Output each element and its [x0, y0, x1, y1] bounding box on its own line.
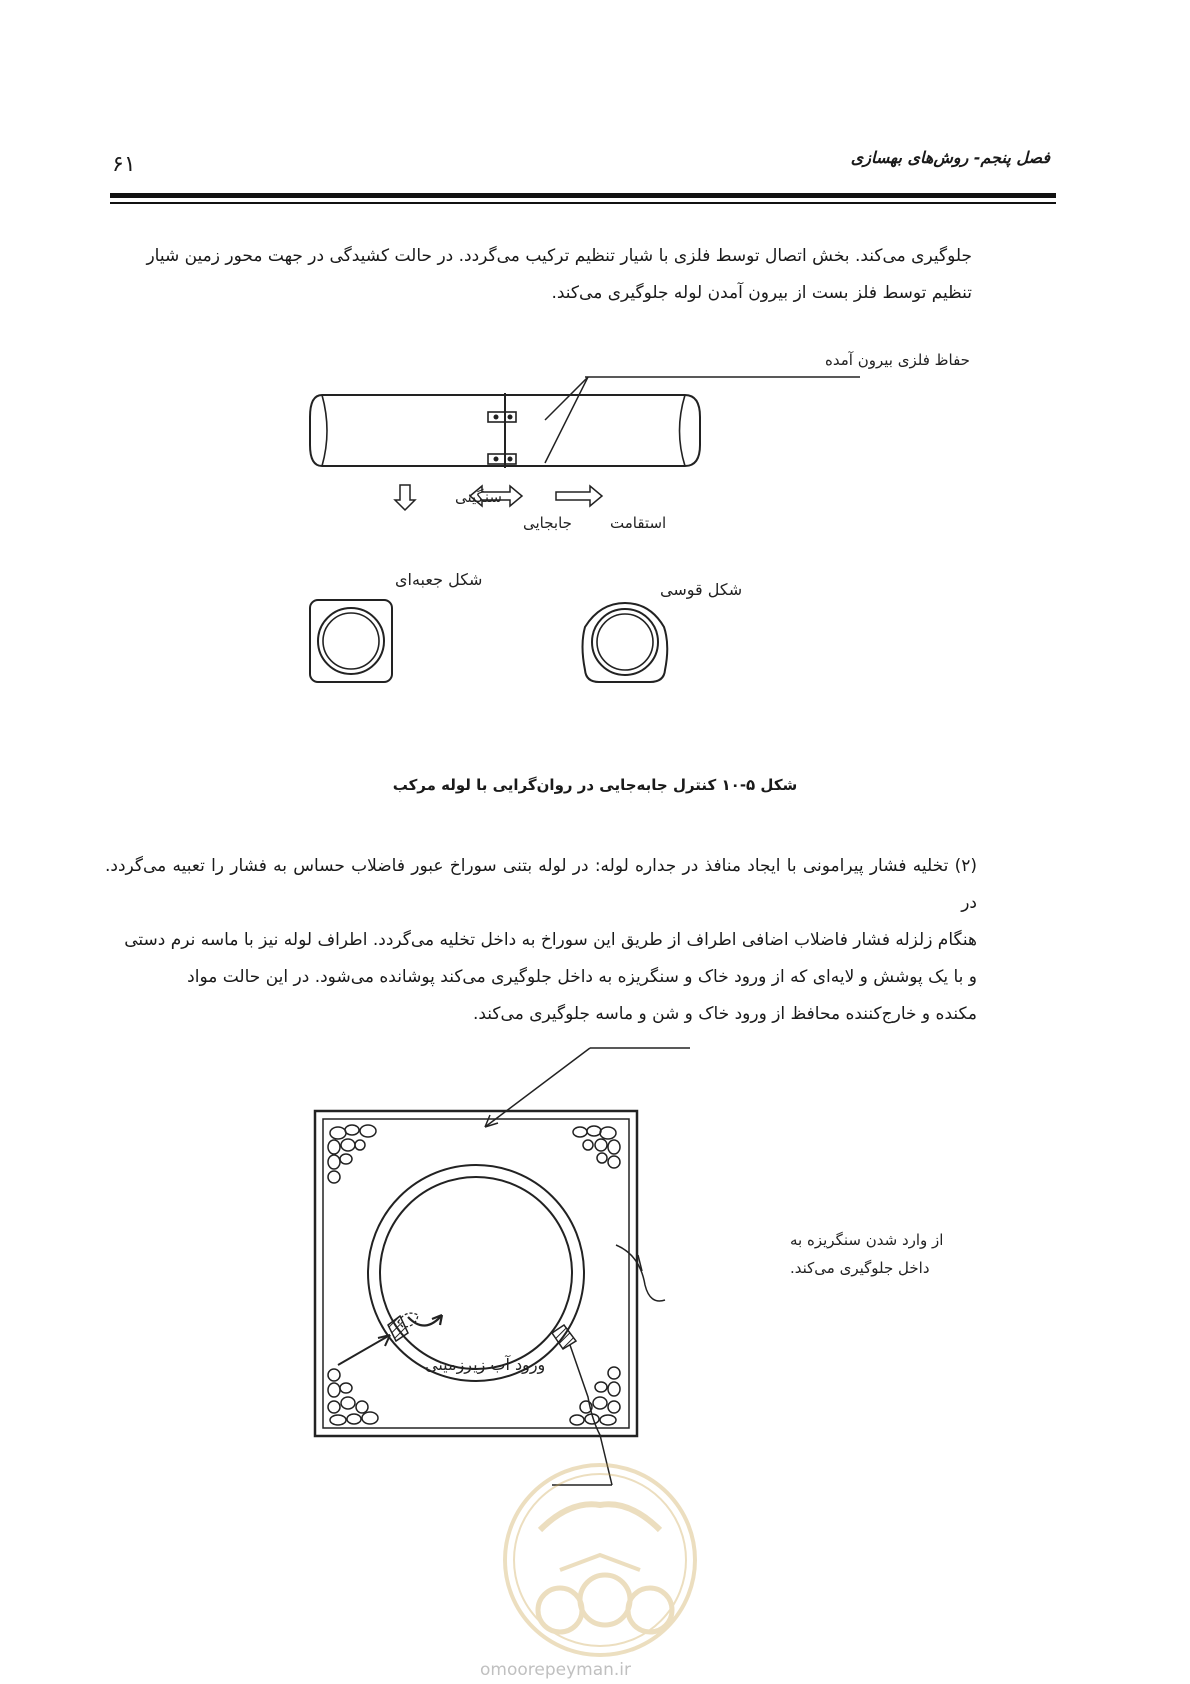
label-displacement: جابجایی [523, 514, 572, 532]
gravel-corner [328, 1369, 378, 1425]
label-prevent-gravel: داخل جلوگیری می‌کند. [790, 1259, 930, 1277]
header-rule-thick [110, 193, 1056, 198]
label-metal-guard: حفاظ فلزی بیرون آمده [825, 351, 970, 369]
paragraph-line: تنظیم توسط فلز بست از بیرون آمدن لوله جلوگیری می‌کند. [551, 283, 972, 303]
label-box-shape: شکل جعبه‌ای [395, 570, 483, 589]
outer-enclosure [315, 1111, 637, 1436]
gravel-corner [570, 1367, 620, 1425]
page-number: ۶۱ [112, 152, 136, 177]
label-groundwater: ورود آب زیرزمینی [425, 1355, 546, 1374]
chapter-title: فصل پنجم- روش‌های بهسازی [850, 148, 1050, 167]
paragraph-line: (۲) تخلیه فشار پیرامونی با ایجاد منافذ در جداره لوله: در لوله بتنی سوراخ عبور فاضلاب حساس به فشار را تعبیه می‌گردد. در [105, 856, 977, 913]
settlement-arrow-icon [395, 485, 415, 510]
paragraph-line: و با یک پوشش و لایه‌ای که از ورود خاک و سنگریزه به داخل جلوگیری می‌کند پوشانده می‌شود. در این حالت مواد [187, 967, 977, 987]
paragraph-2 [105, 848, 977, 1033]
paragraph-line: جلوگیری می‌کند. بخش اتصال توسط فلزی با شیار تنظیم ترکیب می‌گردد. در حالت کشیدگی در جهت محور زمین شیار [146, 246, 972, 266]
watermark-seal [500, 1460, 700, 1660]
paragraph-1 [112, 238, 972, 312]
pipe-inner-wall [380, 1177, 572, 1369]
header-rule-thin [110, 202, 1056, 204]
strength-arrow-icon [556, 486, 602, 506]
paragraph-line: هنگام زلزله فشار فاضلاب اضافی اطراف از طریق این سوراخ به داخل تخلیه می‌گردد. اطراف لوله نیز با ماسه نرم دستی [124, 930, 977, 950]
figure-composite-pipe [300, 345, 970, 740]
gravel-corner [573, 1126, 620, 1168]
paragraph-line: مکنده و خارج‌کننده محافظ از ورود خاک و شن و ماسه جلوگیری می‌کند. [472, 1004, 977, 1024]
pipe-outer-wall [368, 1165, 584, 1381]
label-settlement: سنگینی [455, 488, 502, 506]
label-strength: استقامت [610, 514, 667, 532]
gravel-corner [328, 1125, 376, 1183]
label-arch-shape: شکل قوسی [660, 580, 743, 599]
figure-caption: شکل ۵-۱۰ کنترل جابه‌جایی در روان‌گرایی با لوله مرکب [392, 776, 798, 794]
label-prevent-gravel: از وارد شدن سنگریزه به [790, 1231, 944, 1249]
watermark-url: omoorepeyman.ir [480, 1660, 632, 1680]
